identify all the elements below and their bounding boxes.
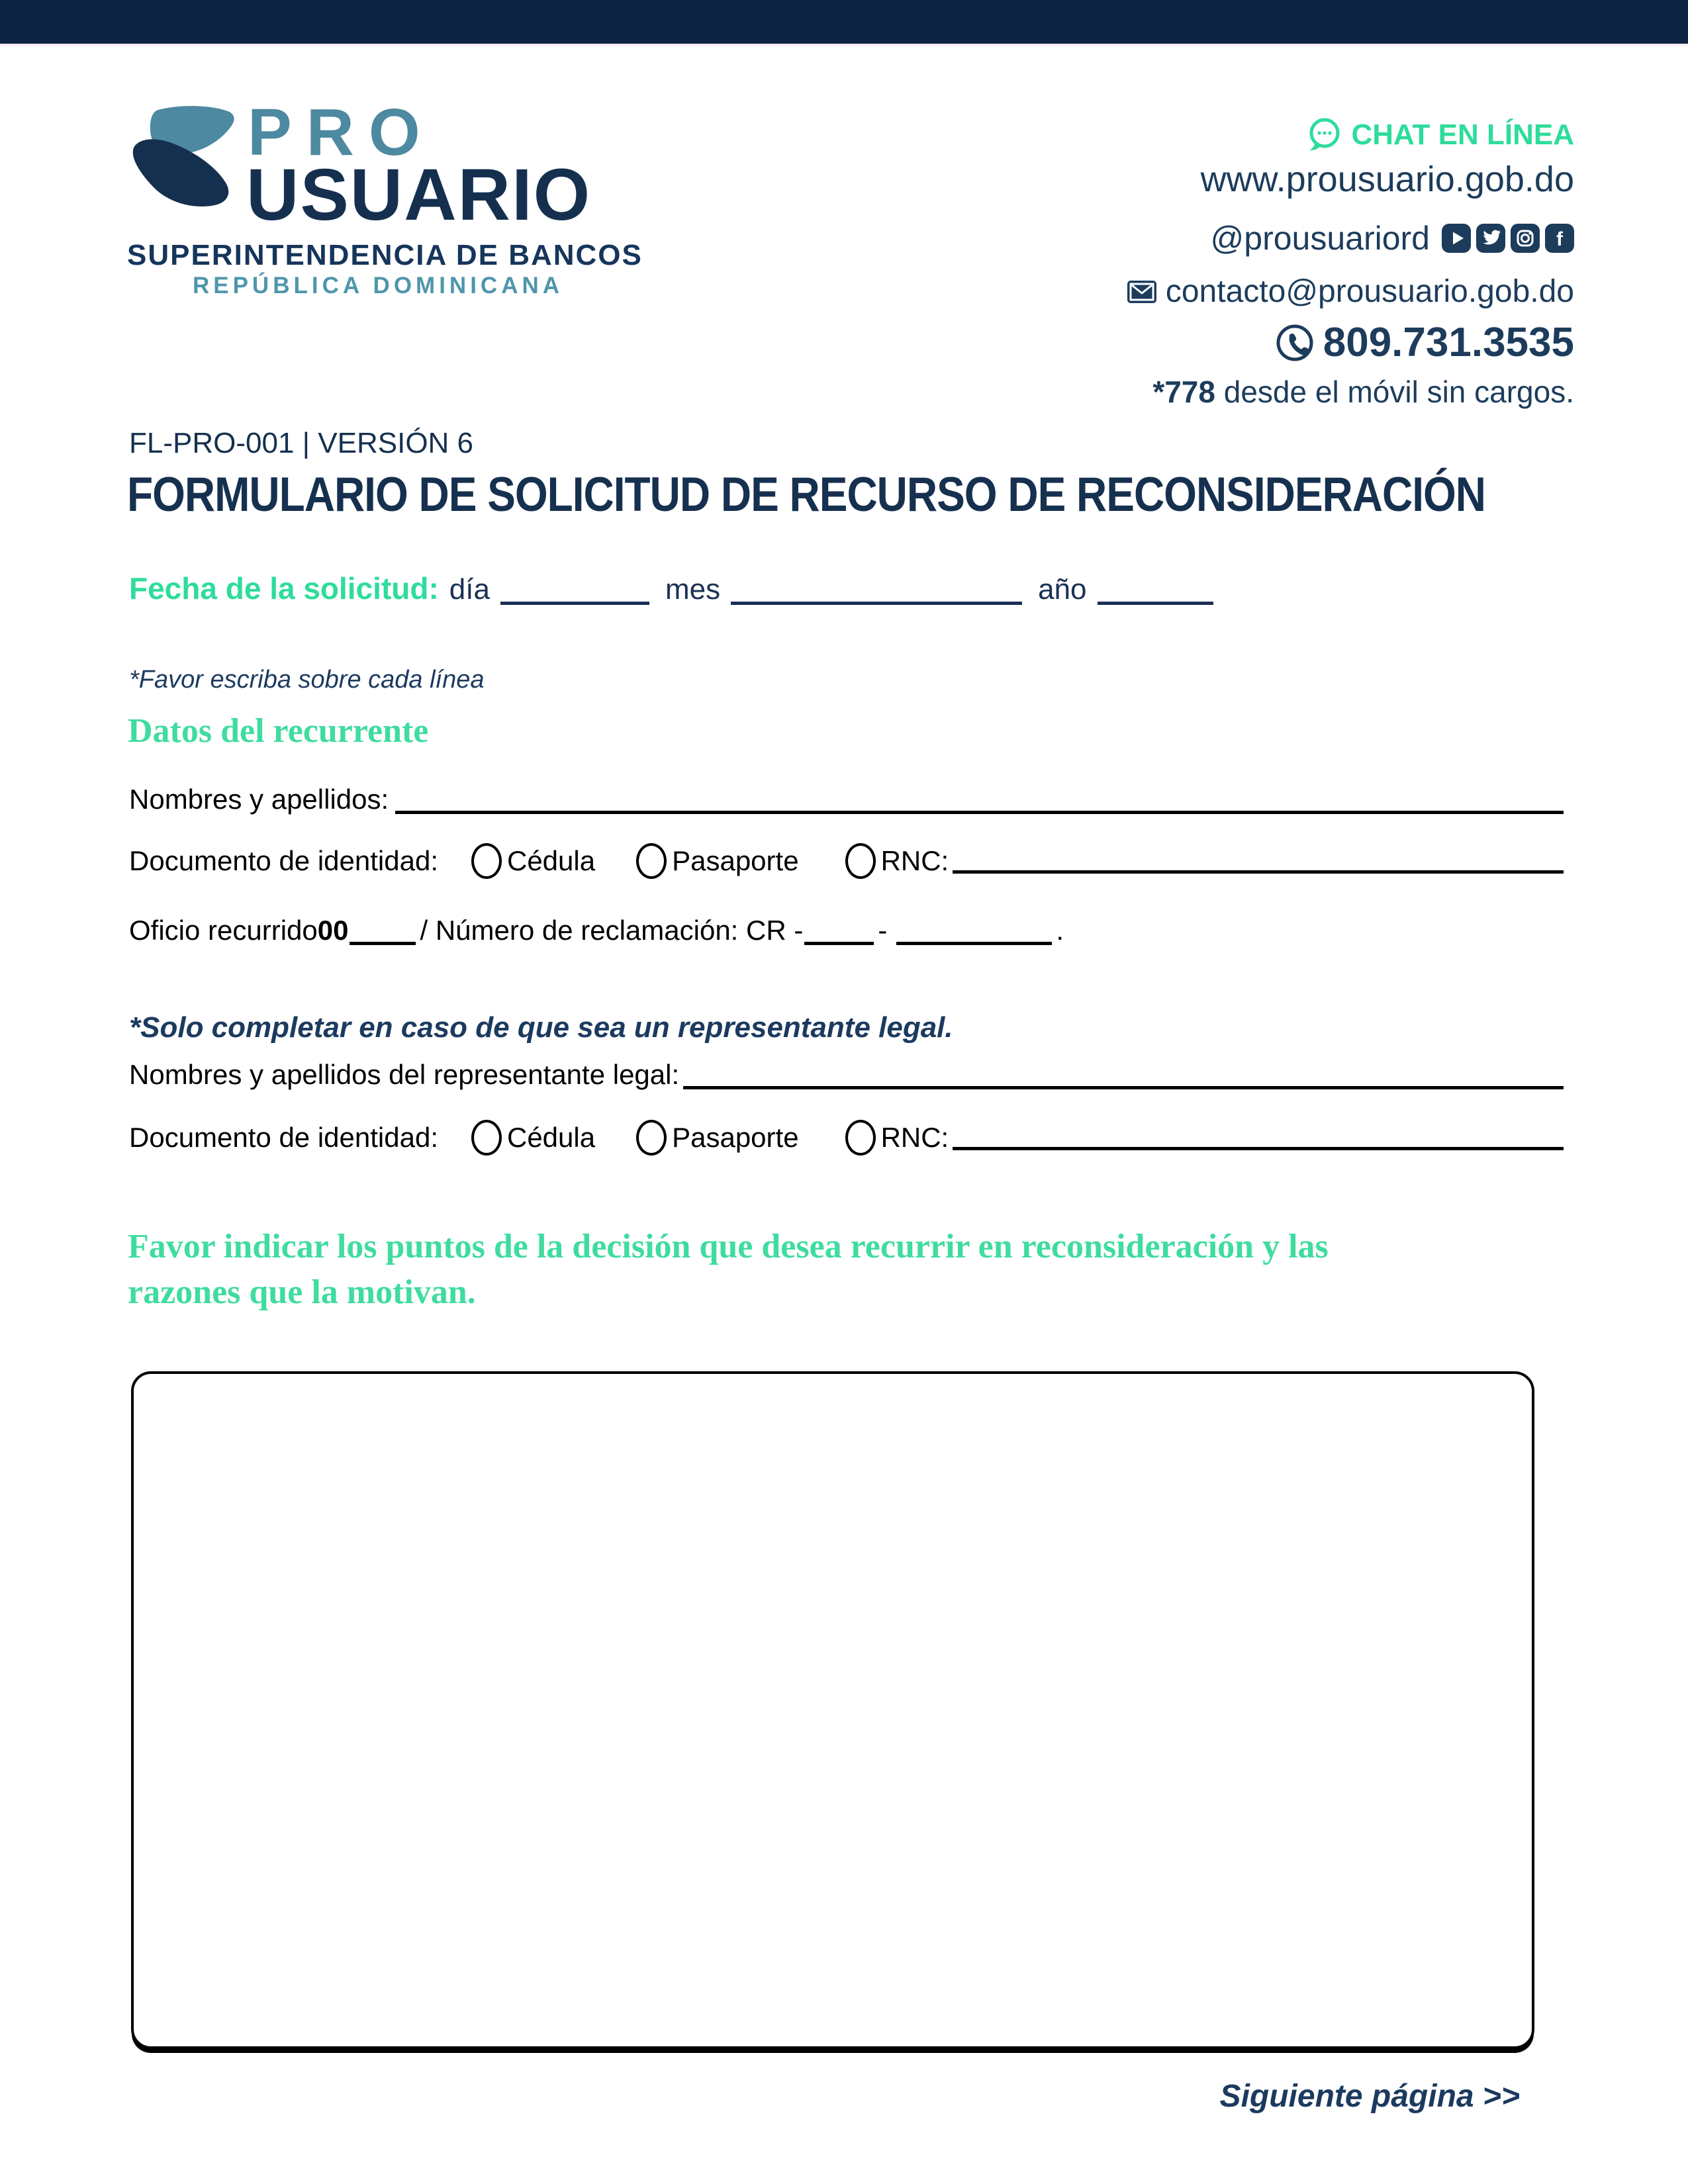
month-input-line[interactable] <box>731 602 1022 605</box>
pasaporte-label: Pasaporte <box>672 845 799 876</box>
rnc-radio[interactable] <box>845 843 876 879</box>
instagram-icon[interactable] <box>1511 224 1540 253</box>
mobile-rest: desde el móvil sin cargos. <box>1215 375 1574 410</box>
claim-period: . <box>1056 915 1064 946</box>
office-label: Oficio recurrido <box>129 915 318 946</box>
social-handle: @prousuariord <box>1210 220 1430 257</box>
rep-pasaporte-label: Pasaporte <box>672 1122 799 1153</box>
logo-word-pro: PRO <box>248 95 435 169</box>
question-heading <box>128 1224 1584 1315</box>
rep-id-document-row <box>129 1120 1564 1156</box>
rep-rnc-input-line[interactable] <box>953 1147 1564 1150</box>
contact-block <box>1127 116 1574 410</box>
question-line-2: razones que la motivan. <box>128 1273 476 1311</box>
office-claim-row <box>129 915 1064 946</box>
claim-input-line-1[interactable] <box>804 942 874 945</box>
chat-row <box>1306 116 1574 154</box>
logo-superintendencia: SUPERINTENDENCIA DE BANCOS <box>127 239 643 271</box>
logo-word-usuario: USUARIO <box>246 154 592 236</box>
day-input-line[interactable] <box>500 602 649 605</box>
rep-names-row <box>129 1059 1564 1091</box>
email-row <box>1127 273 1574 310</box>
top-bar <box>0 0 1688 44</box>
envelope-icon <box>1127 281 1156 303</box>
pasaporte-radio[interactable] <box>636 843 667 879</box>
facebook-icon[interactable] <box>1545 224 1574 253</box>
names-input-line[interactable] <box>395 811 1564 814</box>
legal-representative-note: *Solo completar en caso de que sea un representante legal. <box>129 1011 953 1044</box>
date-label: Fecha de la solicitud: <box>129 571 439 606</box>
rep-names-label: Nombres y apellidos del representante legal: <box>129 1059 680 1090</box>
claim-dash: - <box>878 915 888 946</box>
mobile-note <box>1152 374 1574 410</box>
phone-icon <box>1276 324 1314 362</box>
section-datos-recurrente: Datos del recurrente <box>128 712 429 750</box>
logo-republica: REPÚBLICA DOMINICANA <box>192 273 564 298</box>
rnc-input-line[interactable] <box>953 870 1564 874</box>
cedula-radio[interactable] <box>471 843 502 879</box>
id-label: Documento de identidad: <box>129 845 438 876</box>
rep-cedula-radio[interactable] <box>471 1120 502 1156</box>
rep-names-input-line[interactable] <box>683 1086 1564 1089</box>
contact-email[interactable]: contacto@prousuario.gob.do <box>1165 274 1574 310</box>
write-note: *Favor escriba sobre cada línea <box>129 666 485 694</box>
rep-rnc-radio[interactable] <box>845 1120 876 1156</box>
year-input-line[interactable] <box>1098 602 1213 605</box>
response-box[interactable] <box>131 1371 1534 2049</box>
claim-label: / Número de reclamación: CR - <box>420 915 804 946</box>
form-title: FORMULARIO DE SOLICITUD DE RECURSO DE RECONSIDERACIÓN <box>127 467 1485 522</box>
social-icons <box>1442 224 1574 253</box>
claim-input-line-2[interactable] <box>896 942 1052 945</box>
id-document-row <box>129 843 1564 879</box>
rep-pasaporte-radio[interactable] <box>636 1120 667 1156</box>
youtube-icon[interactable] <box>1442 224 1471 253</box>
top-bar-accent <box>0 44 1688 46</box>
mobile-prefix: *778 <box>1152 375 1215 410</box>
office-input-line[interactable] <box>350 942 416 945</box>
form-code: FL-PRO-001 | VERSIÓN 6 <box>129 427 474 459</box>
cedula-label: Cédula <box>506 845 596 876</box>
contact-phone[interactable]: 809.731.3535 <box>1323 320 1574 366</box>
question-line-1: Favor indicar los puntos de la decisión que desea recurrir en reconsideración y las <box>128 1228 1329 1265</box>
year-label: año <box>1038 573 1087 606</box>
names-row <box>129 784 1564 815</box>
rep-cedula-label: Cédula <box>506 1122 596 1153</box>
rep-rnc-label: RNC: <box>880 1122 949 1153</box>
next-page-label: Siguiente página >> <box>1219 2079 1520 2114</box>
twitter-icon[interactable] <box>1476 224 1505 253</box>
day-label: día <box>449 573 490 606</box>
svg-text:f: f <box>1556 228 1563 251</box>
phone-row <box>1276 319 1574 366</box>
date-row <box>129 570 1294 606</box>
chat-bubble-icon <box>1306 116 1342 154</box>
social-row <box>1211 219 1574 257</box>
rnc-label: RNC: <box>880 845 949 876</box>
prousuario-logo-icon <box>126 103 240 222</box>
names-label: Nombres y apellidos: <box>129 784 389 815</box>
office-00: 00 <box>317 915 349 946</box>
rep-id-label: Documento de identidad: <box>129 1122 438 1153</box>
chat-en-linea-label[interactable]: CHAT EN LÍNEA <box>1351 118 1574 151</box>
website-url[interactable]: www.prousuario.gob.do <box>1200 159 1574 199</box>
month-label: mes <box>665 573 721 606</box>
